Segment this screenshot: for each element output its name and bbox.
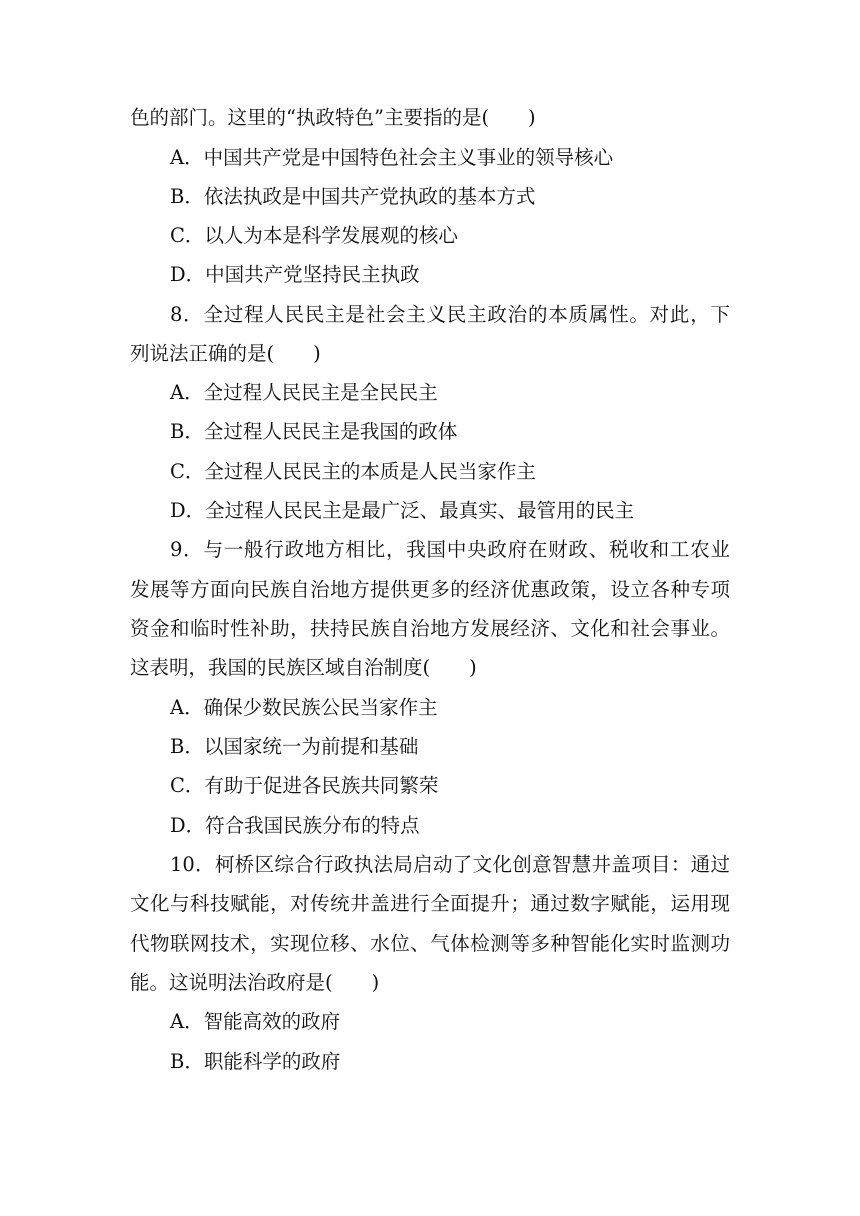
question-9-option-a: A．确保少数民族公民当家作主: [170, 696, 438, 719]
question-7-option-b: B．依法执政是中国共产党执政的基本方式: [170, 185, 536, 208]
question-9-option-d: D．符合我国民族分布的特点: [170, 814, 420, 837]
question-9-stem-line-3: 资金和临时性补助，扶持民族自治地方发展经济、文化和社会事业。: [130, 617, 730, 640]
question-8-option-b: B．全过程人民民主是我国的政体: [170, 420, 458, 443]
question-7-stem-tail: 色的部门。这里的“执政特色”主要指的是( ): [130, 106, 536, 129]
question-10-stem-line-2: 文化与科技赋能，对传统井盖进行全面提升；通过数字赋能，运用现: [130, 892, 730, 915]
question-7-option-d: D．中国共产党坚持民主执政: [170, 263, 420, 286]
question-7-option-c: C．以人为本是科学发展观的核心: [170, 224, 458, 247]
question-7-option-a: A．中国共产党是中国特色社会主义事业的领导核心: [170, 146, 614, 169]
question-9-stem-line-1: 9．与一般行政地方相比，我国中央政府在财政、税收和工农业: [170, 538, 730, 561]
question-9-option-c: C．有助于促进各民族共同繁荣: [170, 774, 439, 797]
question-10-stem-line-1: 10．柯桥区综合行政执法局启动了文化创意智慧井盖项目：通过: [170, 853, 730, 876]
question-8-option-a: A．全过程人民民主是全民民主: [170, 381, 438, 404]
question-9-stem-line-2: 发展等方面向民族自治地方提供更多的经济优惠政策，设立各种专项: [130, 578, 730, 601]
question-8-stem-line-2: 列说法正确的是( ): [130, 342, 321, 365]
question-8-option-d: D．全过程人民民主是最广泛、最真实、最管用的民主: [170, 499, 635, 522]
question-9-stem-line-4: 这表明，我国的民族区域自治制度( ): [130, 656, 477, 679]
question-10-stem-line-3: 代物联网技术，实现位移、水位、气体检测等多种智能化实时监测功: [130, 932, 730, 955]
question-8-option-c: C．全过程人民民主的本质是人民当家作主: [170, 460, 536, 483]
question-10-option-b: B．职能科学的政府: [170, 1050, 341, 1073]
question-10-stem-line-4: 能。这说明法治政府是( ): [130, 971, 380, 994]
question-8-stem-line-1: 8．全过程人民民主是社会主义民主政治的本质属性。对此，下: [170, 303, 730, 326]
question-10-option-a: A．智能高效的政府: [170, 1010, 341, 1033]
question-9-option-b: B．以国家统一为前提和基础: [170, 735, 419, 758]
